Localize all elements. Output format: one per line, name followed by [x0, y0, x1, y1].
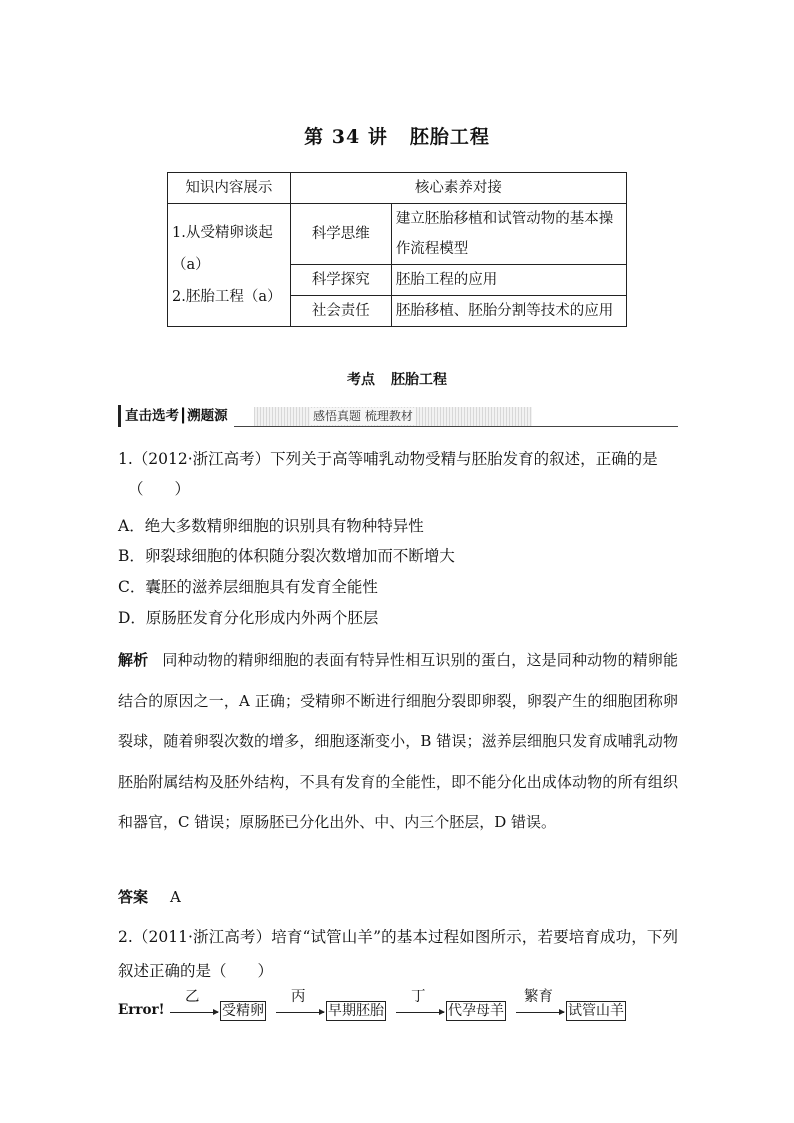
arrow-icon [516, 1012, 564, 1014]
answer-label: 答案 [118, 888, 149, 906]
page-title [0, 122, 794, 149]
arrow-icon [276, 1012, 324, 1014]
kaodian-heading [0, 369, 794, 389]
flow-step-label: 丁 [411, 989, 426, 1005]
answer-value: A [170, 888, 181, 906]
explanation [118, 640, 678, 843]
section-banner [118, 405, 678, 427]
arrow-icon [170, 1012, 218, 1014]
flow-step-box: 早期胚胎 [328, 1003, 384, 1019]
literacy-content: 建立胚胎移植和试管动物的基本操作流程模型 [391, 204, 626, 265]
question-2-stem: 2.（2011·浙江高考）培育“试管山羊”的基本过程如图所示，若要培育成功，下列叙述正确的是（ ） [118, 928, 678, 980]
kaodian-label: 考点 [347, 372, 375, 388]
literacy-content: 胚胎工程的应用 [391, 265, 626, 296]
literacy-content: 胚胎移植、胚胎分割等技术的应用 [391, 296, 626, 327]
table-header-literacy: 核心素养对接 [290, 173, 626, 204]
option-c: C．囊胚的滋养层细胞具有发育全能性 [118, 578, 378, 596]
flow-step-label: 丙 [291, 989, 306, 1005]
flow-error-text: Error! [118, 1002, 165, 1018]
explanation-text: 同种动物的精卵细胞的表面有特异性相互识别的蛋白，这是同种动物的精卵能结合的原因之一，A 正确；受精卵不断进行细胞分裂即卵裂，卵裂产生的细胞团称卵裂球，随着卵裂次数的增多，细胞逐渐变小，B 错误；滋养层细胞只发育成哺乳动物胚胎附属结构及胚外结构，不具有发育的全能性，即不能分化出成体动物的所有组织和器官，C 错误；原肠胚已分化出外、中、内三个胚层，D 错误。 [118, 651, 678, 831]
flow-step-label: 乙 [185, 989, 200, 1005]
flow-step-box: 代孕母羊 [448, 1003, 504, 1019]
flow-step-label: 繁育 [524, 989, 553, 1005]
knowledge-item: 2.胚胎工程（a） [172, 289, 282, 305]
lecture-number: 第 34 讲 [304, 126, 388, 148]
flow-step-box: 受精卵 [222, 1003, 264, 1019]
question-1-stem: 1.（2012·浙江高考）下列关于高等哺乳动物受精与胚胎发育的叙述，正确的是 [118, 450, 658, 468]
lecture-topic: 胚胎工程 [409, 126, 490, 148]
flow-step-box: 试管山羊 [568, 1003, 624, 1019]
explanation-label: 解析 [118, 651, 149, 669]
literacy-category: 科学探究 [290, 265, 391, 296]
kaodian-name: 胚胎工程 [391, 372, 447, 388]
table-header-knowledge: 知识内容展示 [168, 173, 291, 204]
process-flow-diagram [118, 985, 638, 1025]
answer-line [118, 886, 181, 907]
literacy-table [167, 172, 627, 327]
arrow-icon [396, 1012, 444, 1014]
knowledge-items [168, 204, 291, 327]
option-a: A．绝大多数精卵细胞的识别具有物种特异性 [118, 517, 424, 535]
banner-subtitle: 感悟真题 梳理教材 [310, 408, 416, 425]
banner-label: 直击选考┃溯题源 [118, 405, 234, 427]
knowledge-item: 1.从受精卵谈起（a） [172, 225, 273, 273]
option-d: D．原肠胚发育分化形成内外两个胚层 [118, 609, 379, 627]
literacy-category: 科学思维 [290, 204, 391, 265]
literacy-category: 社会责任 [290, 296, 391, 327]
option-b: B．卵裂球细胞的体积随分裂次数增加而不断增大 [118, 547, 455, 565]
answer-blank: （ ） [128, 480, 191, 498]
